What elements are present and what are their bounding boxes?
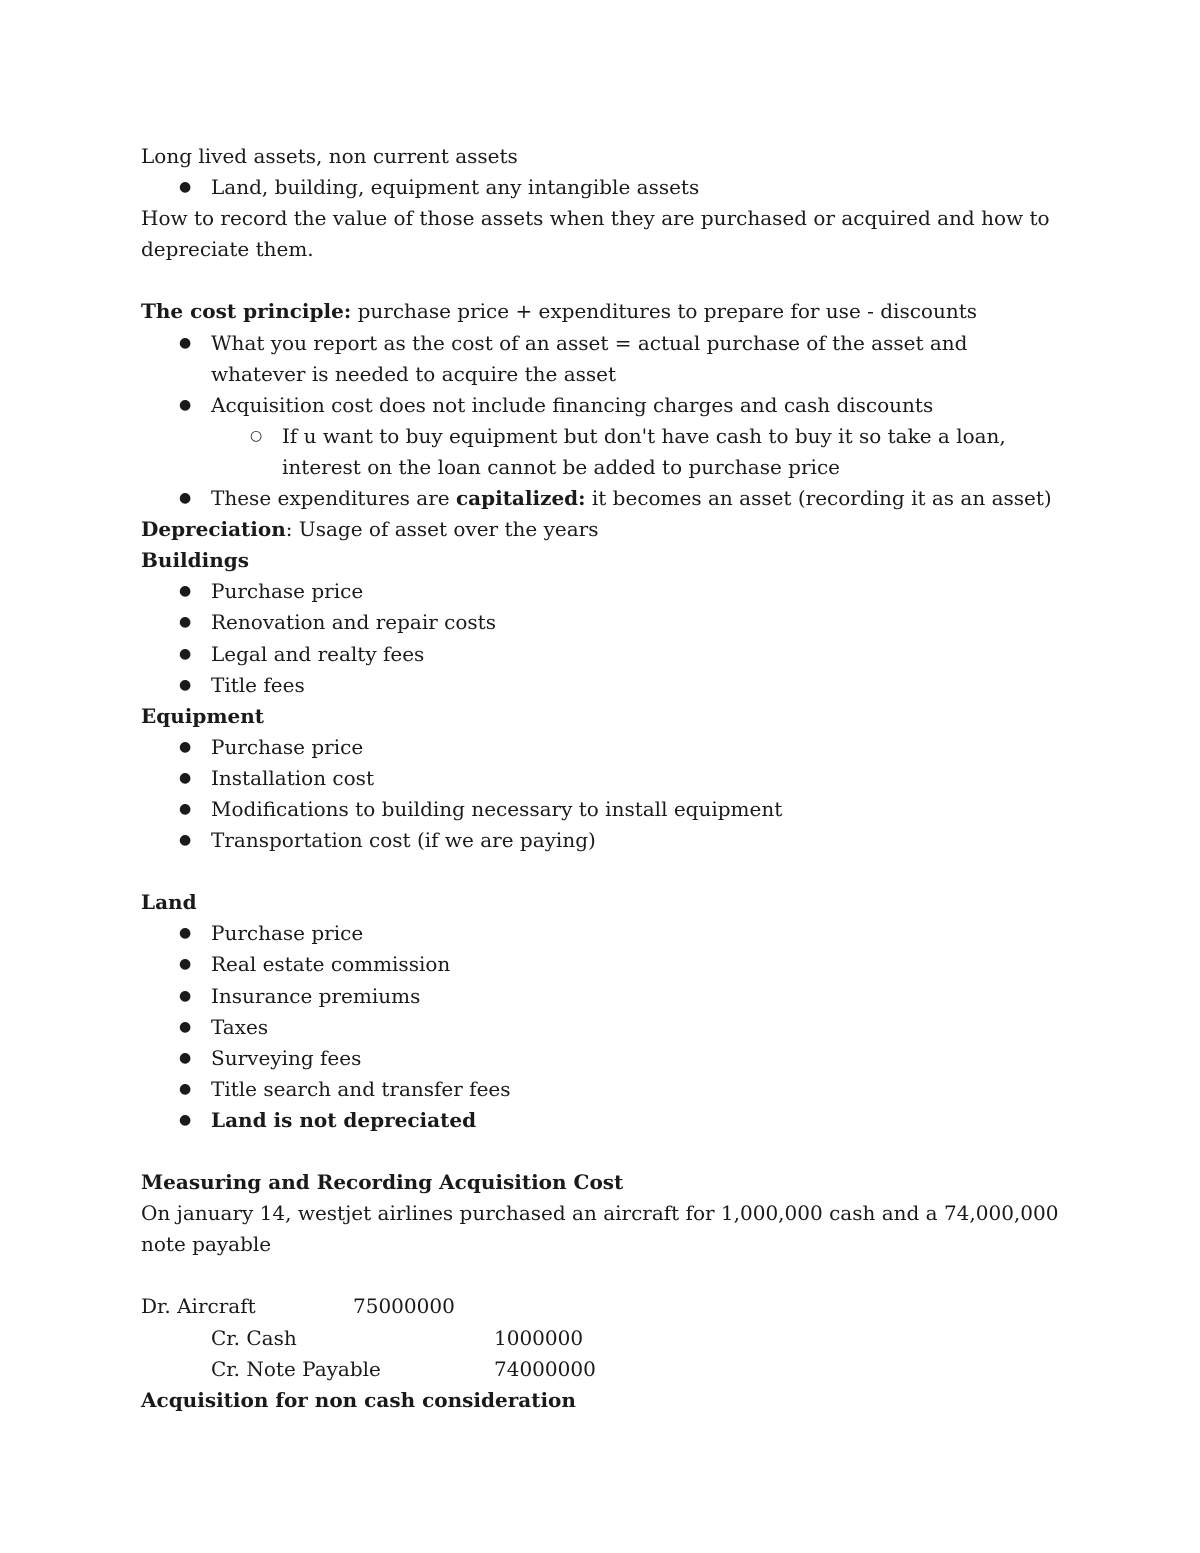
list-item: ● These expenditures are capitalized: it becomes an asset (recording it as an asset) bbox=[141, 483, 1061, 514]
journal-row-credit-cash bbox=[141, 1323, 1061, 1354]
list-item: ● Title search and transfer fees bbox=[141, 1074, 1061, 1105]
cost-principle-line: The cost principle: purchase price + expenditures to prepare for use - discounts bbox=[141, 299, 978, 324]
bullet-dot-icon: ● bbox=[179, 334, 192, 351]
bullet-dot-icon: ● bbox=[179, 1080, 192, 1097]
bullet-dot-icon: ● bbox=[179, 925, 192, 942]
credit-amount: 1000000 bbox=[494, 1325, 584, 1350]
list-item: ● Purchase price bbox=[141, 918, 1061, 949]
buildings-heading: Buildings bbox=[141, 548, 250, 573]
bullet-dot-icon: ● bbox=[179, 645, 192, 662]
bullet-dot-icon: ● bbox=[179, 956, 192, 973]
journal-entry bbox=[141, 1291, 1061, 1384]
list-item: ● Renovation and repair costs bbox=[141, 607, 1061, 638]
list-item: ● Title fees bbox=[141, 670, 1061, 701]
depreciation-line: Depreciation: Usage of asset over the years bbox=[141, 517, 599, 542]
bullet-circle-icon: ○ bbox=[250, 427, 263, 444]
list-item: ● Acquisition cost does not include financing charges and cash discounts bbox=[141, 390, 1061, 421]
list-item: ● Installation cost bbox=[141, 763, 1061, 794]
list-item: ● Real estate commission bbox=[141, 949, 1061, 980]
list-item: ● Purchase price bbox=[141, 576, 1061, 607]
credit-account: Cr. Note Payable bbox=[211, 1356, 381, 1381]
journal-row-credit-note bbox=[141, 1354, 1061, 1385]
buildings-list bbox=[141, 576, 1061, 700]
measuring-paragraph: On january 14, westjet airlines purchased an aircraft for 1,000,000 cash and a 74,000,000 note payable bbox=[141, 1201, 1059, 1257]
intro-list bbox=[141, 172, 1061, 203]
bullet-dot-icon: ● bbox=[179, 1111, 192, 1128]
cost-principle-heading: The cost principle: bbox=[141, 299, 352, 324]
bullet-dot-icon: ● bbox=[179, 1018, 192, 1035]
bullet-dot-icon: ● bbox=[179, 583, 192, 600]
bullet-dot-icon: ● bbox=[179, 396, 192, 413]
credit-account: Cr. Cash bbox=[211, 1325, 297, 1350]
intro-paragraph: How to record the value of those assets when they are purchased or acquired and how to depreciate them. bbox=[141, 206, 1050, 262]
land-list bbox=[141, 918, 1061, 1136]
bullet-dot-icon: ● bbox=[179, 832, 192, 849]
bullet-dot-icon: ● bbox=[179, 614, 192, 631]
list-item: ● Legal and realty fees bbox=[141, 639, 1061, 670]
non-cash-heading: Acquisition for non cash consideration bbox=[141, 1387, 576, 1412]
equipment-list bbox=[141, 732, 1061, 856]
measuring-heading: Measuring and Recording Acquisition Cost bbox=[141, 1170, 624, 1195]
intro-line: Long lived assets, non current assets bbox=[141, 144, 518, 168]
list-item: ● Surveying fees bbox=[141, 1043, 1061, 1074]
list-item: ● Transportation cost (if we are paying) bbox=[141, 825, 1061, 856]
cost-principle-list bbox=[141, 328, 1061, 515]
journal-row-debit bbox=[141, 1291, 1061, 1322]
credit-amount: 74000000 bbox=[494, 1356, 596, 1381]
list-item: ● Land, building, equipment any intangible assets bbox=[141, 172, 1061, 203]
bullet-dot-icon: ● bbox=[179, 738, 192, 755]
list-item: ● Insurance premiums bbox=[141, 981, 1061, 1012]
bullet-dot-icon: ● bbox=[179, 1049, 192, 1066]
land-heading: Land bbox=[141, 890, 197, 915]
bullet-dot-icon: ● bbox=[179, 179, 192, 196]
debit-account: Dr. Aircraft bbox=[141, 1294, 256, 1319]
bullet-dot-icon: ● bbox=[179, 676, 192, 693]
list-item: ● Modifications to building necessary to install equipment bbox=[141, 794, 1061, 825]
list-item: ● Purchase price bbox=[141, 732, 1061, 763]
list-item: ● Land is not depreciated bbox=[141, 1105, 1061, 1136]
bullet-dot-icon: ● bbox=[179, 987, 192, 1004]
equipment-heading: Equipment bbox=[141, 703, 265, 728]
bullet-dot-icon: ● bbox=[179, 800, 192, 817]
depreciation-label: Depreciation bbox=[141, 517, 286, 542]
list-item: ● What you report as the cost of an asset = actual purchase of the asset and whatever is needed to acquire the asset bbox=[141, 328, 1061, 390]
bullet-dot-icon: ● bbox=[179, 769, 192, 786]
bullet-dot-icon: ● bbox=[179, 490, 192, 507]
list-item: ○ If u want to buy equipment but don't have cash to buy it so take a loan, interest on the loan cannot be added to purchase price bbox=[141, 421, 1061, 483]
list-item: ● Taxes bbox=[141, 1012, 1061, 1043]
document-page bbox=[141, 141, 1061, 1416]
debit-amount: 75000000 bbox=[353, 1294, 455, 1319]
